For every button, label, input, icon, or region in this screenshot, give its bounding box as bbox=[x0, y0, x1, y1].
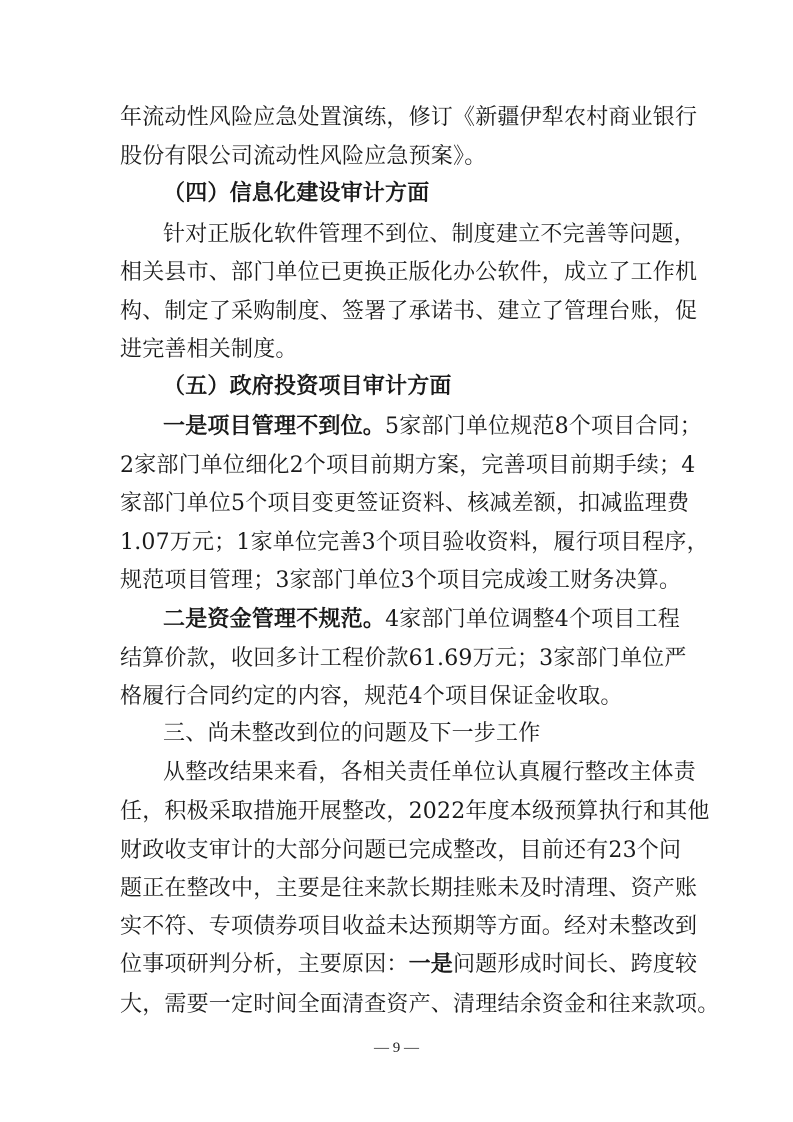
section-heading-4: （四）信息化建设审计方面 bbox=[163, 181, 430, 206]
paragraph-line: 针对正版化软件管理不到位、制度建立不完善等问题， bbox=[163, 222, 696, 247]
line-text: 位事项研判分析，主要原因： bbox=[120, 952, 409, 977]
section-heading-5: （五）政府投资项目审计方面 bbox=[163, 374, 452, 399]
line-text: 问题形成时间长、跨度较 bbox=[453, 952, 698, 977]
paragraph-line bbox=[163, 412, 703, 442]
section-heading-3: 三、尚未整改到位的问题及下一步工作 bbox=[163, 721, 541, 746]
paragraph-line: 家部门单位5个项目变更签证资料、核减差额，扣减监理费 bbox=[120, 491, 690, 516]
bold-lead: 二是资金管理不规范。 bbox=[163, 607, 386, 632]
paragraph-line: 结算价款，收回多计工程价款61.69万元；3家部门单位严 bbox=[120, 646, 687, 671]
paragraph-line: 财政收支审计的大部分问题已完成整改，目前还有23个问 bbox=[120, 838, 682, 863]
paragraph-line: 进完善相关制度。 bbox=[120, 337, 298, 362]
paragraph-line: 构、制定了采购制度、签署了承诺书、建立了管理台账，促 bbox=[120, 299, 698, 324]
paragraph-line: 股份有限公司流动性风险应急预案》。 bbox=[120, 144, 487, 169]
paragraph-line: 年流动性风险应急处置演练，修订《新疆伊犁农村商业银行 bbox=[120, 105, 698, 130]
paragraph-line: 2家部门单位细化2个项目前期方案，完善项目前期手续；4 bbox=[120, 453, 696, 478]
paragraph-line: 大，需要一定时间全面清查资产、清理结余资金和往来款项。 bbox=[120, 992, 720, 1017]
paragraph-line: 任，积极采取措施开展整改，2022年度本级预算执行和其他 bbox=[120, 799, 710, 824]
paragraph-line bbox=[120, 950, 698, 980]
line-text: 4家部门单位调整4个项目工程 bbox=[385, 607, 680, 632]
bold-lead: 一是项目管理不到位。 bbox=[163, 414, 386, 439]
line-text: 5家部门单位规范8个项目合同； bbox=[385, 414, 703, 439]
page-number: — 9 — bbox=[374, 1040, 419, 1056]
paragraph-line: 实不符、专项债券项目收益未达预期等方面。经对未整改到 bbox=[120, 914, 698, 939]
paragraph-line: 格履行合同约定的内容，规范4个项目保证金收取。 bbox=[120, 684, 623, 709]
paragraph-line: 相关县市、部门单位已更换正版化办公软件，成立了工作机 bbox=[120, 260, 698, 285]
paragraph-line: 1.07万元；1家单位完善3个项目验收资料，履行项目程序， bbox=[120, 530, 709, 555]
paragraph-line: 题正在整改中，主要是往来款长期挂账未及时清理、资产账 bbox=[120, 876, 698, 901]
bold-lead: 一是 bbox=[408, 952, 454, 977]
paragraph-line bbox=[163, 605, 680, 635]
paragraph-line: 从整改结果来看，各相关责任单位认真履行整改主体责 bbox=[163, 760, 696, 785]
paragraph-line: 规范项目管理；3家部门单位3个项目完成竣工财务决算。 bbox=[120, 568, 682, 593]
